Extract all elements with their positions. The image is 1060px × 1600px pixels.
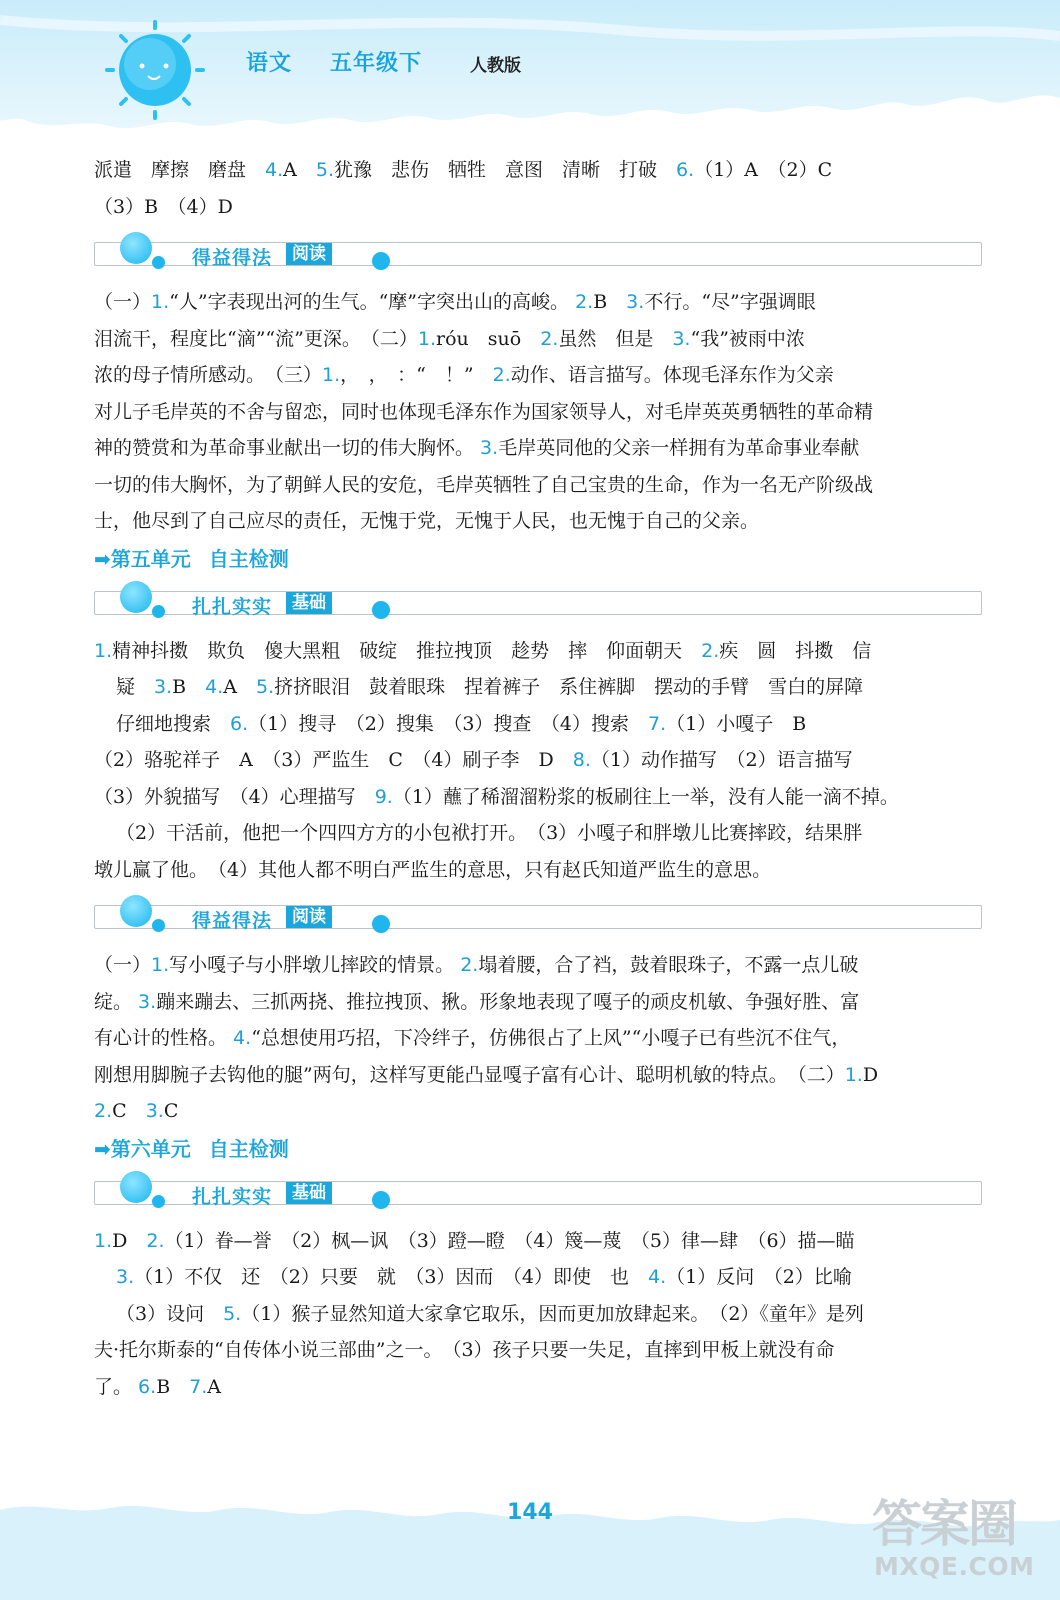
answer-line: 泪流干，程度比“滴”“流”更深。 （二）1.róu suō 2.虽然 但是 3.“我”被雨中浓 (94, 327, 805, 350)
question-number: 7. (648, 712, 667, 735)
section-bar-reading-1 (94, 240, 982, 270)
answer-line: 绽。 3.蹦来蹦去、三抓两挠、推拉拽顶、揪。形象地表现了嘎子的顽皮机敏、争强好胜、富 (94, 990, 860, 1013)
question-number: 3. (145, 1100, 164, 1122)
answer-line: （3）B （4）D (94, 195, 233, 218)
answer-line: 1.精神抖擞 欺负 傻大黑粗 破绽 推拉拽顶 趁势 摔 仰面朝天 2.疾 圆 抖擞 信 (94, 639, 872, 662)
bubble-icon (372, 252, 390, 270)
question-number: 1. (151, 954, 170, 976)
answer-line: 派遣 摩擦 磨盘 4.A 5.犹豫 悲伤 牺牲 意图 清晰 打破 6.（1）A （2）C (94, 159, 833, 181)
answer-block-reading-1 (94, 284, 982, 540)
section-title: 得益得法 (192, 247, 273, 269)
bubble-icon (120, 895, 152, 927)
section-title: 扎扎实实 (192, 595, 273, 618)
bubble-icon (152, 256, 165, 269)
question-number: 1. (844, 1063, 863, 1086)
section-title: 扎扎实实 (192, 1185, 273, 1208)
question-number: 4. (205, 676, 224, 698)
answer-block-basics-2 (94, 1223, 982, 1406)
question-number: 5. (256, 676, 275, 698)
question-number: 6. (138, 1375, 157, 1398)
answer-line: 一切的伟大胸怀，为了朝鲜人民的安危，毛岸英牺牲了自己宝贵的生命，作为一名无产阶级战 (94, 473, 874, 496)
watermark-url: MXQE.COM (874, 1552, 1035, 1581)
unit-name: 第五单元 (110, 546, 191, 571)
section-tag: 基础 (286, 1182, 332, 1204)
question-number: 1. (417, 327, 436, 350)
unit-heading-5 (94, 544, 982, 574)
answer-line: 有心计的性格。 4.“总想使用巧招，下冷绊子，仿佛很占了上风”“小嘎子已有些沉不住气， (94, 1027, 851, 1049)
answer-line: （3）设问 5.（1）猴子显然知道大家拿它取乐，因而更加放肆起来。 （2）《童年》是列 (116, 1302, 864, 1325)
section-bar-basics-1 (94, 589, 982, 619)
answer-line: （3）外貌描写 （4）心理描写 9.（1）蘸了稀溜溜粉浆的板刷往上一举，没有人能一滴不掉。 (94, 785, 899, 808)
question-number: 2. (460, 954, 479, 976)
question-number: 3. (116, 1266, 135, 1288)
bubble-icon (152, 919, 165, 932)
bubble-icon (120, 232, 152, 264)
question-number: 2. (540, 327, 559, 350)
answer-line: 夫·托尔斯泰的“自传体小说三部曲”之一。 （3）孩子只要一失足，直摔到甲板上就没有命 (94, 1339, 835, 1361)
answer-block-top (94, 152, 982, 225)
unit-heading-6 (94, 1134, 982, 1164)
answer-block-reading-2 (94, 947, 982, 1130)
section-tag: 阅读 (286, 906, 332, 928)
section-tag: 基础 (286, 592, 332, 614)
answer-line: 仔细地搜索 6.（1）搜寻 （2）搜集 （3）搜查 （4）搜索 7.（1）小嘎子 B (116, 712, 807, 735)
question-number: 1. (94, 639, 113, 662)
bubble-icon (372, 915, 390, 933)
question-number: 9. (374, 785, 393, 808)
answer-line: 墩儿赢了他。 （4）其他人都不明白严监生的意思，只有赵氏知道严监生的意思。 (94, 858, 772, 881)
arrow-right-icon: ➡ (94, 1136, 111, 1161)
header-subject: 语文 (246, 51, 293, 76)
question-number: 7. (189, 1375, 208, 1398)
answer-line: （一）1.写小嘎子与小胖墩儿摔跤的情景。 2.塌着腰，合了裆，鼓着眼珠子，不露一点儿破 (94, 954, 859, 976)
bubble-icon (372, 601, 390, 619)
section-title: 得益得法 (192, 910, 273, 932)
question-number: 3. (480, 437, 499, 459)
question-number: 4. (233, 1027, 252, 1049)
question-number: 6. (676, 159, 695, 181)
answer-line: （2）干活前，他把一个四四方方的小包袱打开。 （3）小嘎子和胖墩儿比赛摔跤，结果胖 (116, 822, 863, 844)
answer-line: 2.C 3.C (94, 1100, 179, 1122)
bubble-icon (120, 1171, 152, 1203)
question-number: 4. (648, 1266, 667, 1288)
answer-line: 1.D 2.（1）眷—誉 （2）枫—讽 （3）蹬—瞪 （4）篾—蔑 （5）律—肆 （6）描—瞄 (94, 1229, 855, 1252)
header-banner (0, 0, 1060, 150)
page-number: 144 (507, 1500, 553, 1525)
question-number: 1. (322, 364, 341, 386)
answer-line: 疑 3.B 4.A 5.挤挤眼泪 鼓着眼珠 捏着裤子 系住裤脚 摆动的手臂 雪白的屏障 (116, 676, 864, 698)
question-number: 6. (230, 712, 249, 735)
answer-line: 神的赞赏和为革命事业献出一切的伟大胸怀。 3.毛岸英同他的父亲一样拥有为革命事业奉献 (94, 437, 860, 459)
answer-line: 浓的母子情所感动。 （三）1.， ， ：“ ！” 2.动作、语言描写。体现毛泽东作为父亲 (94, 364, 834, 386)
sun-icon (107, 22, 203, 118)
bubble-icon (152, 1195, 165, 1208)
answer-line: 3.（1）不仅 还 （2）只要 就 （3）因而 （4）即使 也 4.（1）反问 （2）比喻 (116, 1266, 852, 1288)
answer-line: 刚想用脚腕子去钩他的腿”两句，这样写更能凸显嘎子富有心计、聪明机敏的特点。 （二）1.D (94, 1063, 879, 1086)
answer-line: （2）骆驼祥子 A （3）严监生 C （4）刷子李 D 8.（1）动作描写 （2）语言描写 (94, 749, 853, 771)
question-number: 2. (492, 364, 511, 386)
answer-line: 士，他尽到了自己应尽的责任，无愧于党，无愧于人民，也无愧于自己的父亲。 (94, 510, 760, 532)
bubble-icon (372, 1191, 390, 1209)
section-bar-basics-2 (94, 1179, 982, 1209)
unit-subtitle: 自主检测 (208, 1136, 289, 1161)
question-number: 3. (626, 291, 645, 313)
question-number: 1. (151, 291, 170, 313)
question-number: 2. (575, 291, 594, 313)
question-number: 2. (701, 639, 720, 662)
question-number: 4. (265, 159, 284, 181)
question-number: 2. (146, 1229, 165, 1252)
bubble-icon (152, 605, 165, 618)
answer-line: 了。 6.B 7.A (94, 1375, 222, 1398)
unit-name: 第六单元 (110, 1136, 191, 1161)
question-number: 3. (138, 990, 157, 1013)
question-number: 8. (572, 749, 591, 771)
section-bar-reading-2 (94, 903, 982, 933)
header-grade: 五年级下 (330, 51, 423, 76)
answer-block-basics-1 (94, 633, 982, 889)
header-edition: 人教版 (470, 56, 521, 76)
bubble-icon (120, 581, 152, 613)
question-number: 3. (672, 327, 691, 350)
watermark-text: 答案圈 (872, 1495, 1016, 1553)
answer-content (94, 152, 982, 1405)
question-number: 1. (94, 1229, 113, 1252)
answer-line: 对儿子毛岸英的不舍与留恋，同时也体现毛泽东作为国家领导人，对毛岸英英勇牺牲的革命精 (94, 400, 874, 423)
section-tag: 阅读 (286, 243, 332, 265)
answer-line: （一）1.“人”字表现出河的生气。“摩”字突出山的高峻。 2.B 3.不行。“尽”字强调眼 (94, 291, 816, 313)
question-number: 2. (94, 1100, 113, 1122)
arrow-right-icon: ➡ (94, 546, 111, 571)
unit-subtitle: 自主检测 (208, 546, 289, 571)
question-number: 5. (223, 1302, 242, 1325)
watermark-logo (868, 1480, 1038, 1590)
question-number: 3. (154, 676, 173, 698)
question-number: 5. (315, 159, 335, 181)
